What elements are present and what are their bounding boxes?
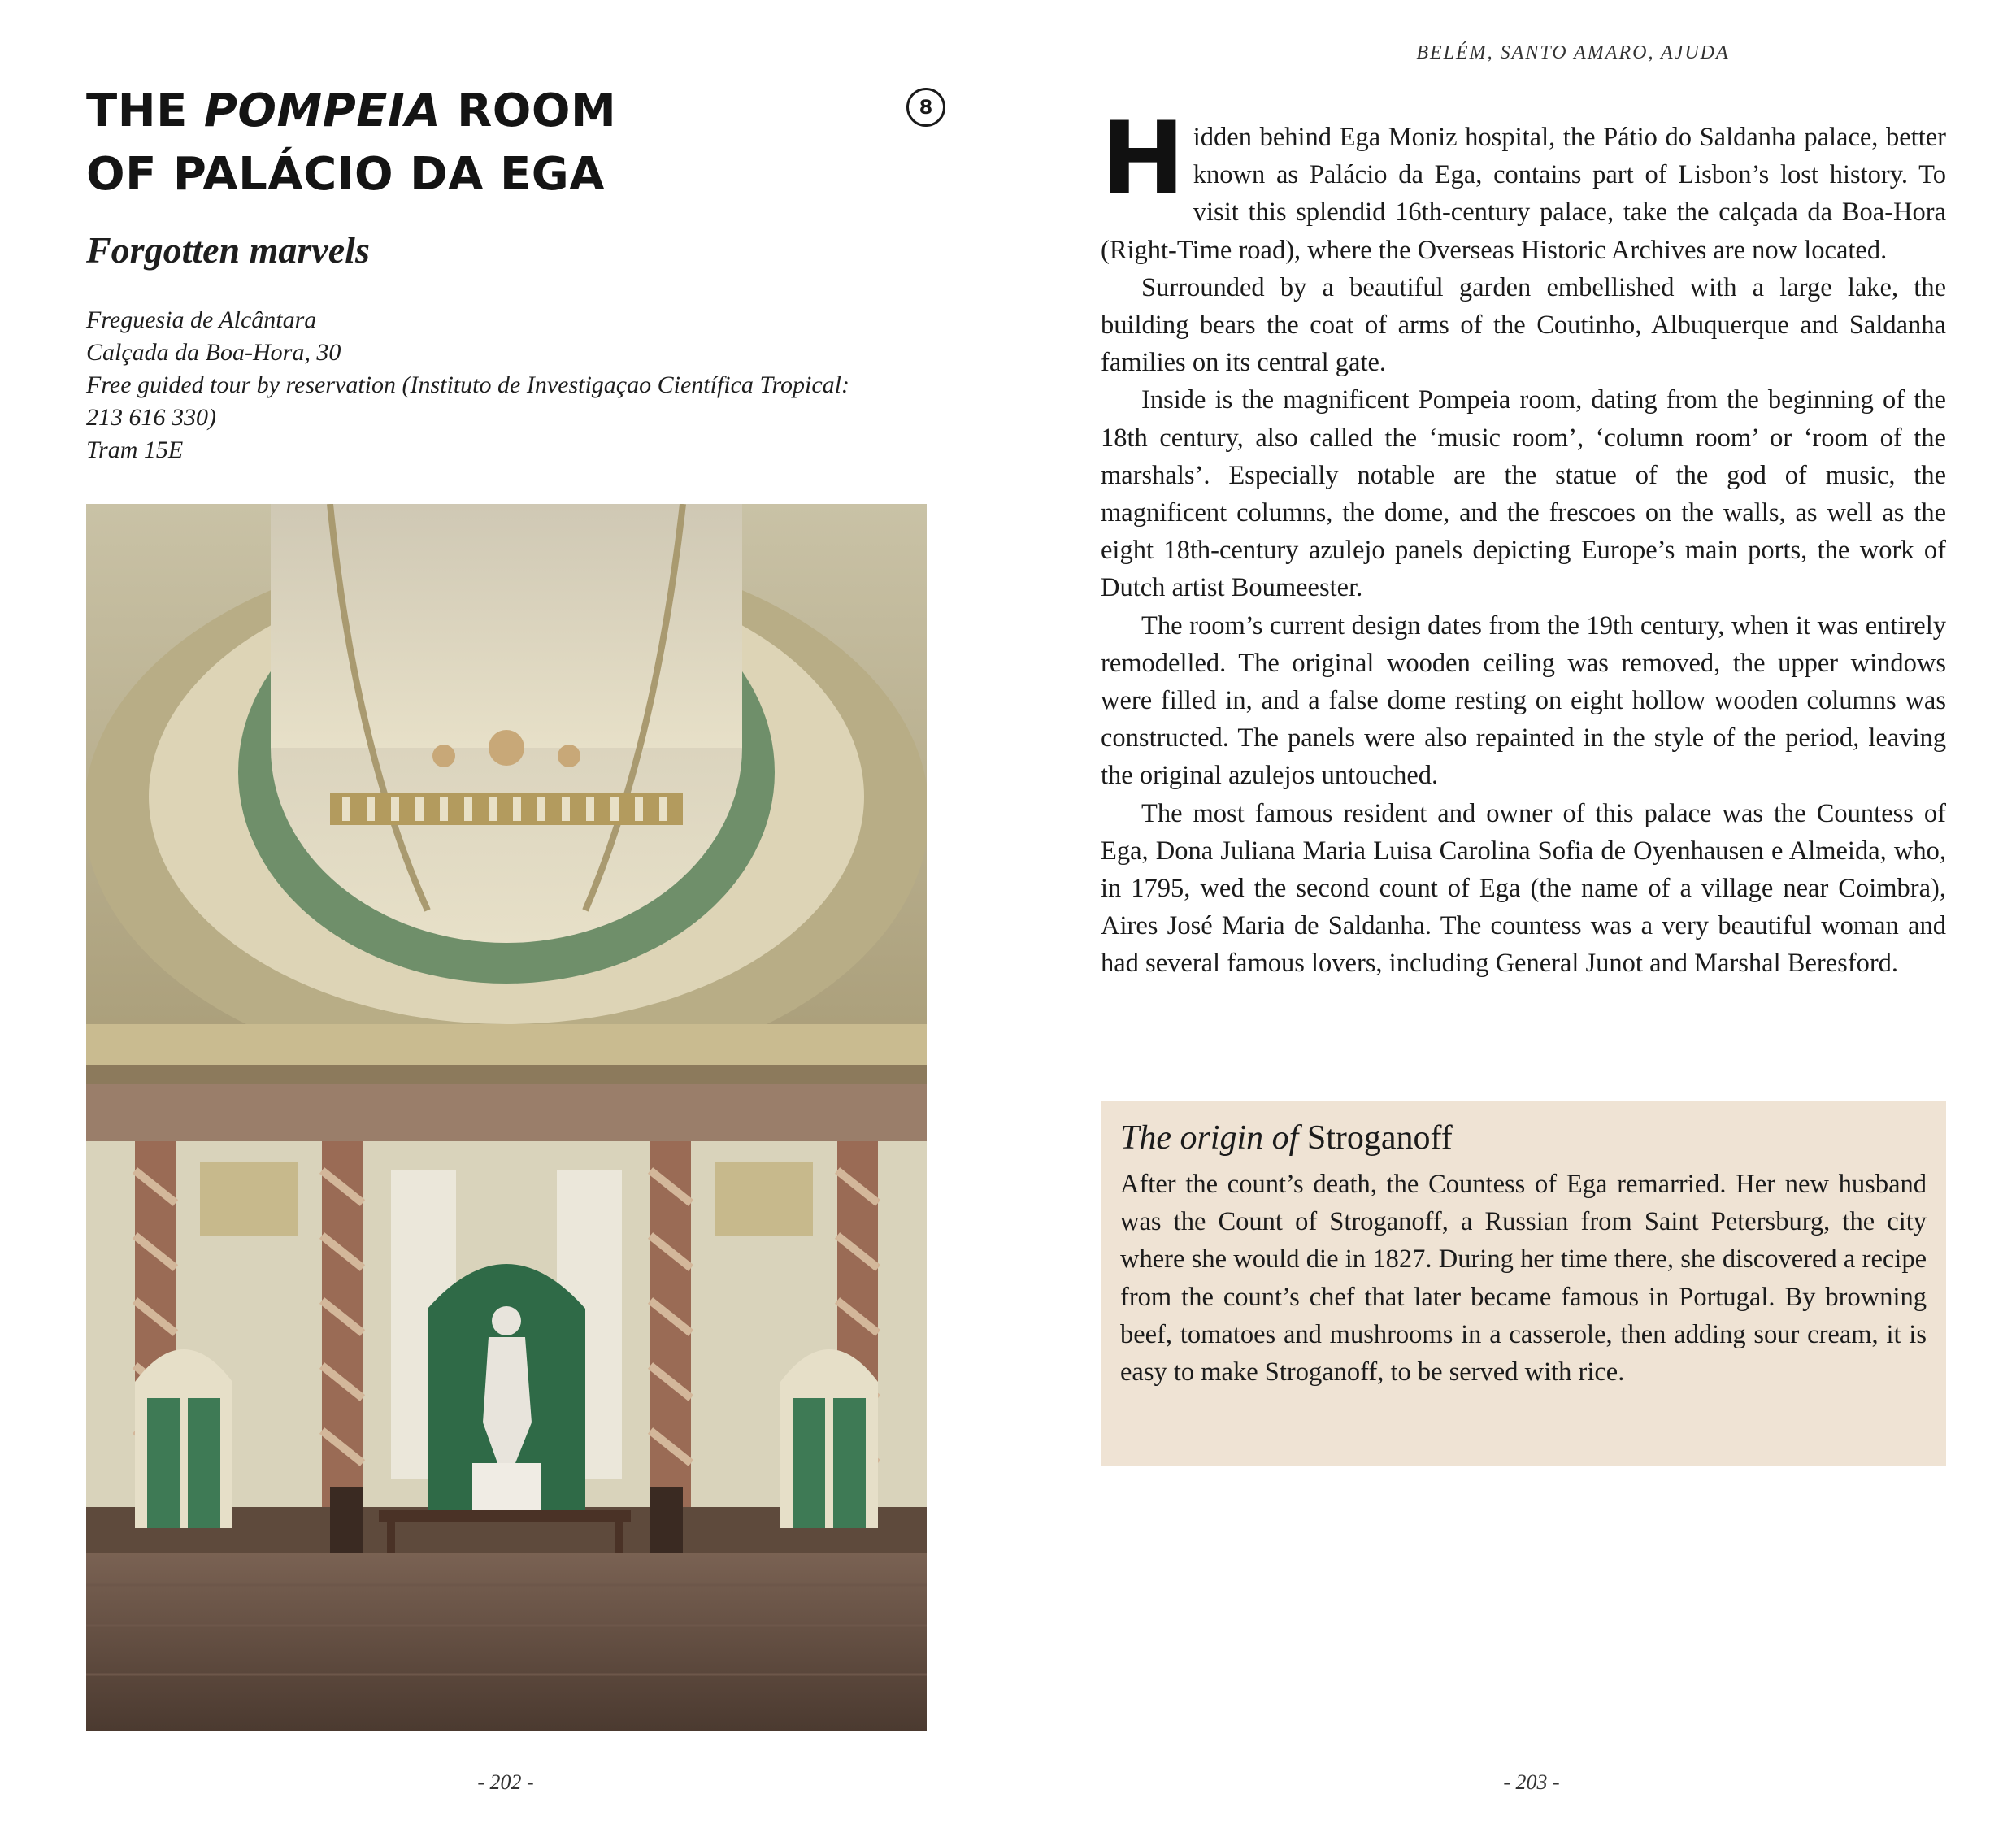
right-door-panel xyxy=(793,1398,825,1528)
fresco-figure xyxy=(558,745,580,767)
chair xyxy=(650,1487,683,1561)
dome-balustrade xyxy=(330,793,683,825)
paragraph-1 xyxy=(1101,101,1946,269)
entry-number-badge xyxy=(906,88,945,127)
sidebar-title-italic: The origin of xyxy=(1120,1119,1299,1157)
wall-panel xyxy=(200,1162,298,1236)
parquet-floor xyxy=(86,1553,927,1731)
table-leg xyxy=(387,1522,395,1554)
wall-panel xyxy=(715,1162,813,1236)
entry-number: 8 xyxy=(919,96,933,119)
info-address: Calçada da Boa-Hora, 30 xyxy=(86,339,341,366)
chair xyxy=(330,1487,363,1561)
table-leg xyxy=(615,1522,623,1554)
paragraph-5: The most famous resident and owner of this palace was the Countess of Ega, Dona Juliana Maria Luisa Carolina Sofia de Oyenhausen e Almeida, who, in 1795, wed the second count of Ega (the name of a village near Coimbra), Aires José Maria de Saldanha. The countess was a very beautiful woman and had several famous lovers, including General Junot and Marshal Beresford. xyxy=(1101,798,1946,979)
sidebar-title-roman: Stroganoff xyxy=(1298,1119,1453,1157)
right-page xyxy=(1008,0,2016,1824)
info-visits: Free guided tour by reservation (Instituto de Investigaçao Científica Tropical: 213 616 330) xyxy=(86,371,849,431)
practical-info xyxy=(86,304,964,467)
upper-frieze xyxy=(86,1084,927,1141)
paragraph-1-text: idden behind Ega Moniz hospital, the Pátio do Saldanha palace, better known as Palácio da Ega, contains part of Lisbon’s lost history. To visit this splendid 16th-century palace, take the calçada da Boa-Hora (Right-Time road), where the Overseas Historic Archives are now located. xyxy=(1101,123,1946,265)
paragraph-3: Inside is the magnificent Pompeia room, dating from the beginning of the 18th century, also called the ‘music room’, ‘column room’ or ‘room of the marshals’. Especially notable are the statue of the god of music, the magnificent columns, the dome, and the frescoes on the walls, as well as the eight 18th-century azulejo panels depicting Europe’s main ports, the work of Dutch artist Boumeester. xyxy=(1101,385,1946,603)
title-line1-post: ROOM xyxy=(441,85,617,137)
page-title xyxy=(86,80,818,206)
running-head: BELÉM, SANTO AMARO, AJUDA xyxy=(1416,42,1730,63)
pompeia-room-illustration xyxy=(86,504,927,1731)
info-transport: Tram 15E xyxy=(86,436,184,463)
pompeia-room-photo xyxy=(86,504,927,1731)
paragraph-2: Surrounded by a beautiful garden embellished with a large lake, the building bears the coat of arms of the Coutinho, Albuquerque and Saldanha families on its central gate. xyxy=(1101,272,1946,378)
article-body xyxy=(1101,101,1946,983)
statue-head xyxy=(492,1306,521,1335)
subtitle: Forgotten marvels xyxy=(86,229,370,271)
fresco-figure xyxy=(432,745,455,767)
title-line1-pre: THE xyxy=(86,85,204,137)
title-line2: OF PALÁCIO DA EGA xyxy=(86,148,606,201)
left-door-panel xyxy=(147,1398,180,1528)
right-door-panel xyxy=(833,1398,866,1528)
fresco-figure xyxy=(489,730,524,766)
paragraph-4: The room’s current design dates from the 19th century, when it was entirely remodelled. The original wooden ceiling was removed, the upper windows were filled in, and a false dome resting on eight hollow wooden columns was constructed. The panels were also repainted in the style of the period, leaving the original azulejos untouched. xyxy=(1101,610,1946,791)
cornice xyxy=(86,1024,927,1065)
title-line1-italic: POMPEIA xyxy=(203,85,441,137)
left-door-panel xyxy=(188,1398,220,1528)
page-number-left: - 202 - xyxy=(477,1770,534,1794)
table xyxy=(379,1510,631,1522)
dome-top-fill xyxy=(271,504,742,748)
sidebar-text: After the count’s death, the Countess of Ega remarried. Her new husband was the Count of Stroganoff, a Russian from Saint Petersburg, the city where she would die in 1827. During her time there, she discovered a recipe from the count’s chef that later became famous in Portugal. By browning beef, tomatoes and mushrooms in a casserole, then adding sour cream, it is easy to make Stroganoff, to be served with rice. xyxy=(1120,1170,1927,1388)
drop-cap: H xyxy=(1101,101,1185,218)
sidebar-title xyxy=(1120,1117,1927,1159)
stroganoff-sidebar xyxy=(1101,1101,1946,1466)
cornice-shadow xyxy=(86,1065,927,1084)
page-number-right: - 203 - xyxy=(1503,1770,1560,1794)
info-parish: Freguesia de Alcântara xyxy=(86,306,317,333)
